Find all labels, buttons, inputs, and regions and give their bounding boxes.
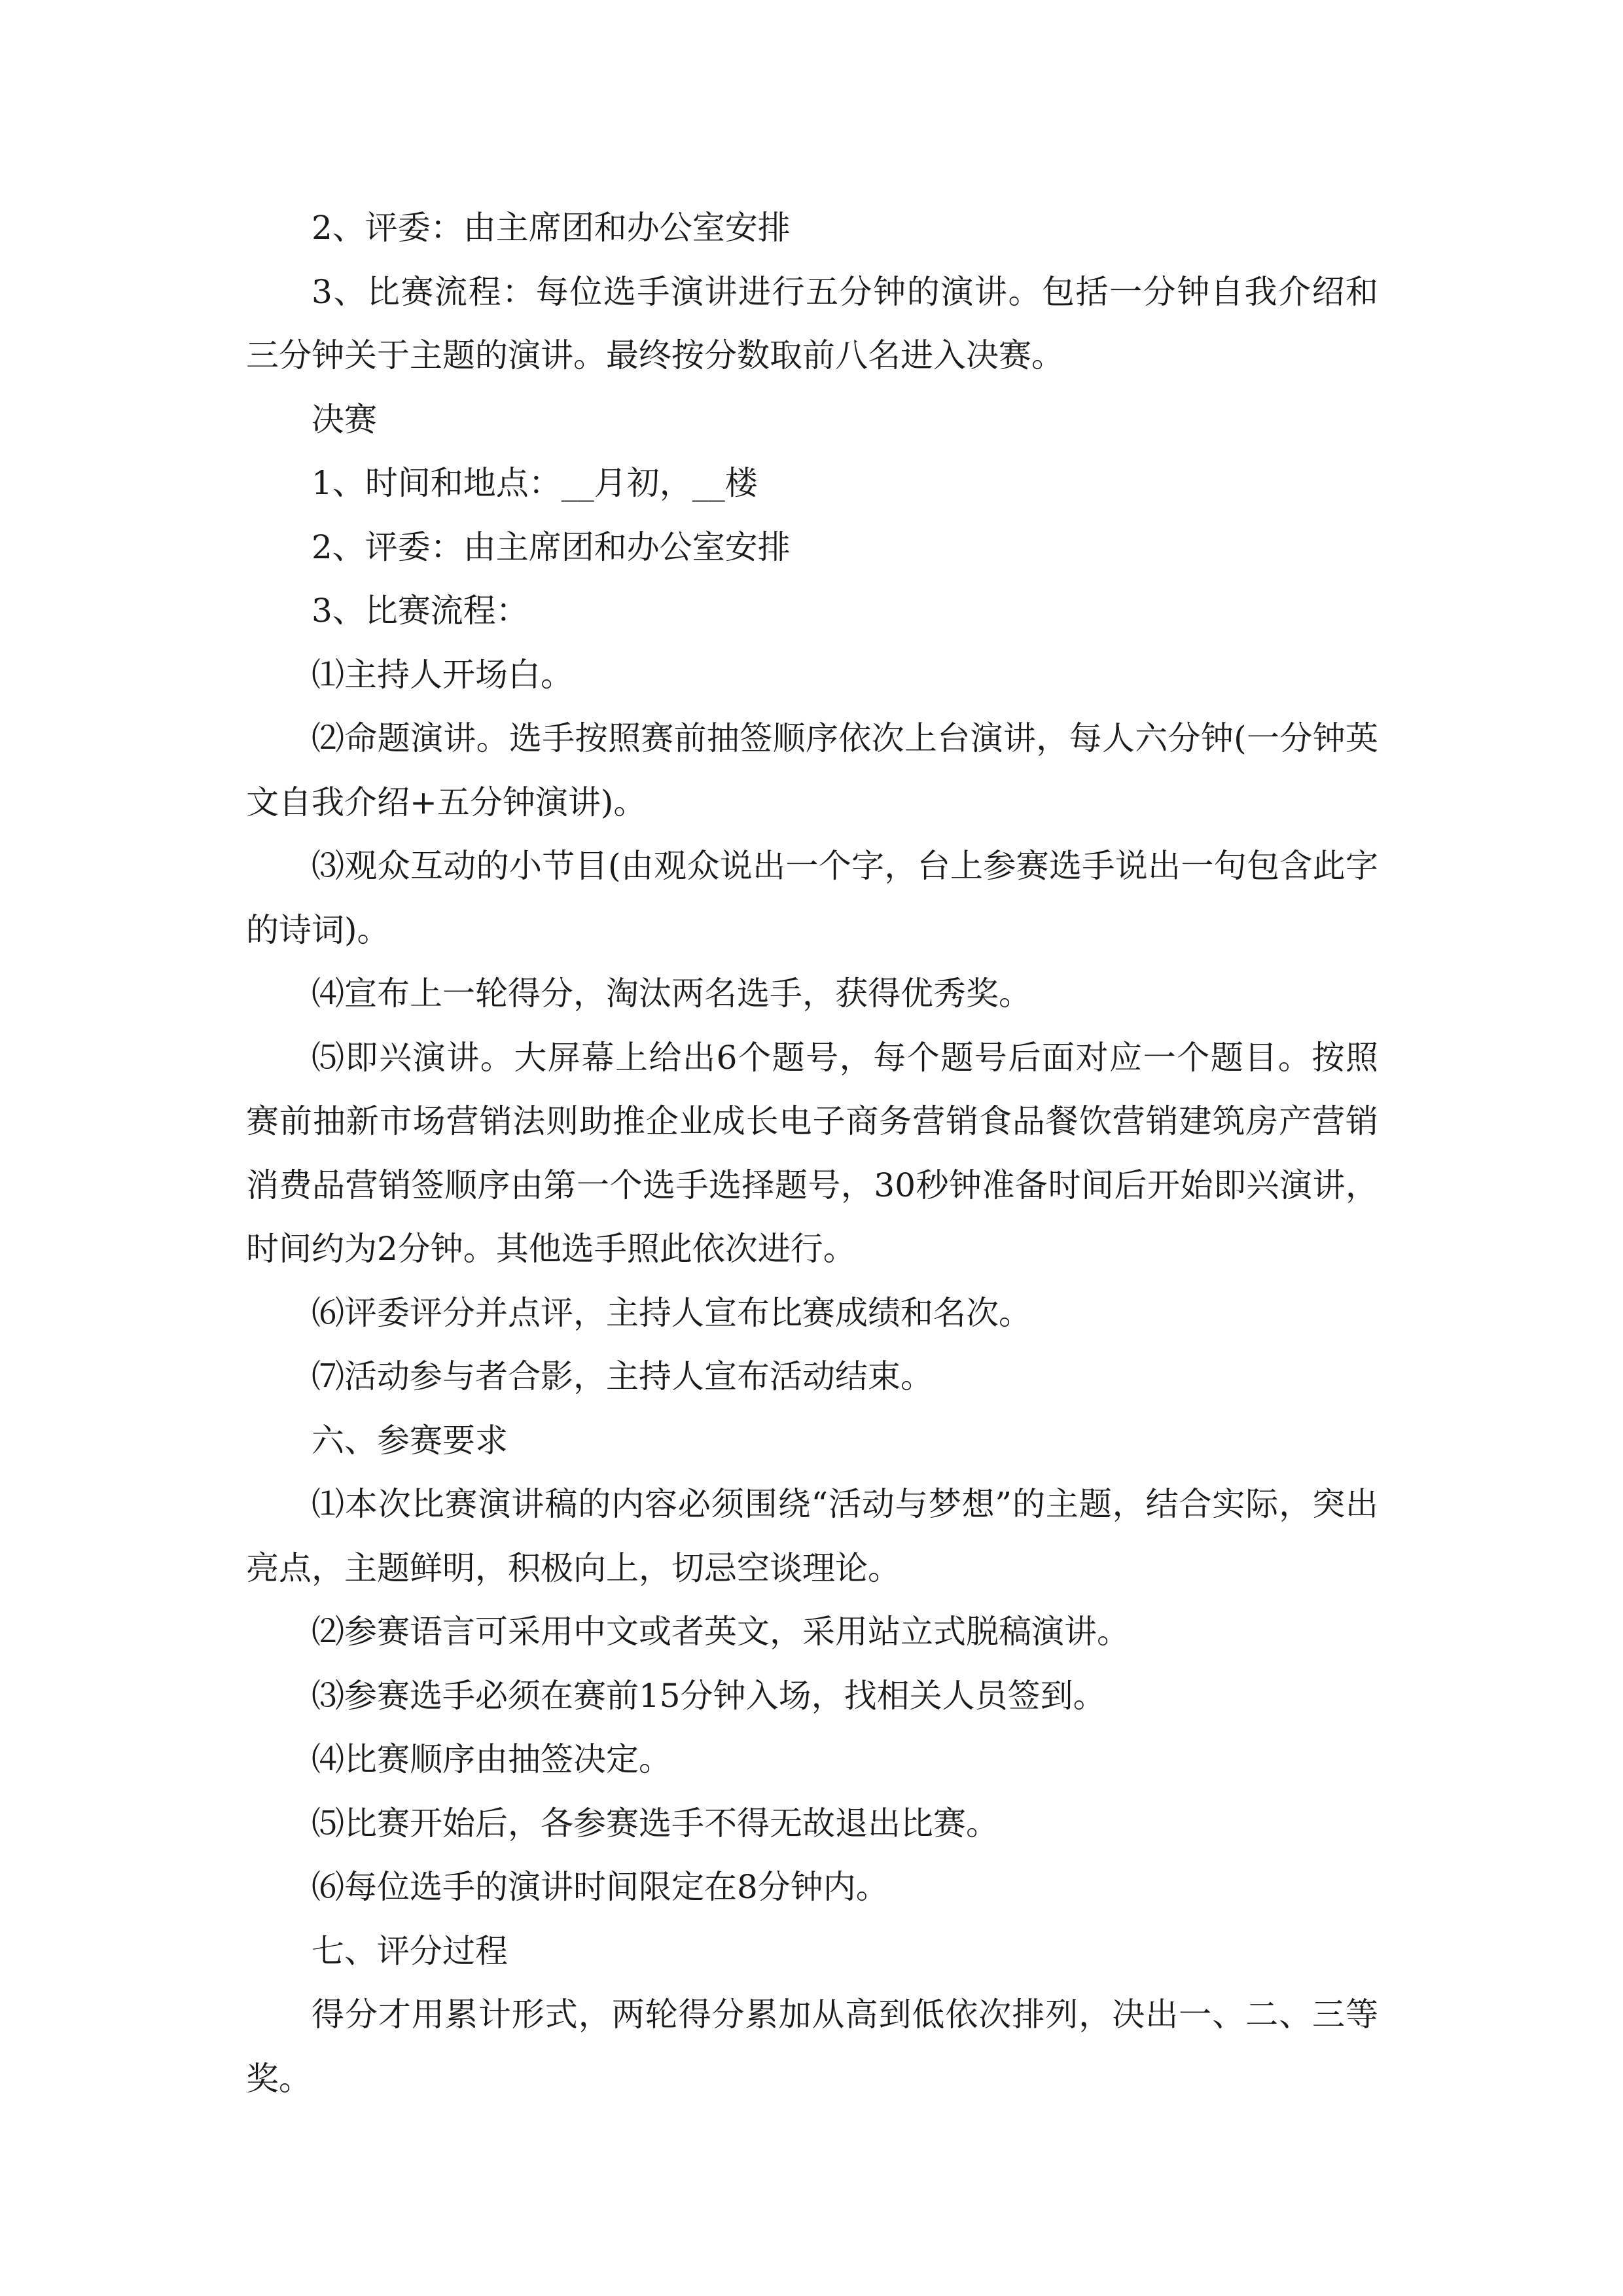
section-heading-requirements: 六、参赛要求: [312, 1421, 508, 1460]
requirement-item-6: ⑹每位选手的演讲时间限定在8分钟内。: [312, 1868, 889, 1906]
process-item-3: ⑶观众互动的小节目(由观众说出一个字，台上参赛选手说出一句包含此字的诗词)。: [246, 847, 1378, 949]
scoring-text: 得分才用累计形式，两轮得分累加从高到低依次排列，决出一、二、三等奖。: [246, 1996, 1378, 2098]
requirement-item-2: ⑵参赛语言可采用中文或者英文，采用站立式脱稿演讲。: [312, 1613, 1130, 1651]
requirement-item-5: ⑸比赛开始后，各参赛选手不得无故退出比赛。: [312, 1804, 999, 1842]
competition-process-semifinal: 3、比赛流程：每位选手演讲进行五分钟的演讲。包括一分钟自我介绍和三分钟关于主题的演讲。最终按分数取前八名进入决赛。: [246, 272, 1378, 374]
final-heading: 决赛: [312, 400, 377, 439]
document-page: [246, 196, 1378, 2111]
final-judges: 2、评委：由主席团和办公室安排: [312, 528, 791, 566]
judges-line-semifinal: 2、评委：由主席团和办公室安排: [312, 209, 791, 247]
requirement-item-3: ⑶参赛选手必须在赛前15分钟入场，找相关人员签到。: [312, 1676, 1106, 1715]
process-item-6: ⑹评委评分并点评，主持人宣布比赛成绩和名次。: [312, 1293, 1031, 1332]
process-item-2: ⑵命题演讲。选手按照赛前抽签顺序依次上台演讲，每人六分钟(一分钟英文自我介绍+五分钟演讲)。: [246, 719, 1378, 821]
final-time-place: 1、时间和地点：__月初，__楼: [312, 464, 758, 502]
process-item-5: ⑸即兴演讲。大屏幕上给出6个题号，每个题号后面对应一个题目。按照赛前抽新市场营销法则助推企业成长电子商务营销食品餐饮营销建筑房产营销消费品营销签顺序由第一个选手选择题号，30秒钟准备时间后开始即兴演讲，时间约为2分钟。其他选手照此依次进行。: [246, 1038, 1378, 1268]
process-item-1: ⑴主持人开场白。: [312, 655, 573, 694]
process-item-4: ⑷宣布上一轮得分，淘汰两名选手，获得优秀奖。: [312, 975, 1031, 1013]
requirement-item-4: ⑷比赛顺序由抽签决定。: [312, 1740, 671, 1778]
requirement-item-1: ⑴本次比赛演讲稿的内容必须围绕“活动与梦想”的主题，结合实际，突出亮点，主题鲜明，积极向上，切忌空谈理论。: [246, 1485, 1378, 1587]
final-process-heading: 3、比赛流程：: [312, 592, 529, 630]
process-item-7: ⑺活动参与者合影，主持人宣布活动结束。: [312, 1357, 933, 1395]
section-heading-scoring: 七、评分过程: [312, 1931, 508, 1970]
